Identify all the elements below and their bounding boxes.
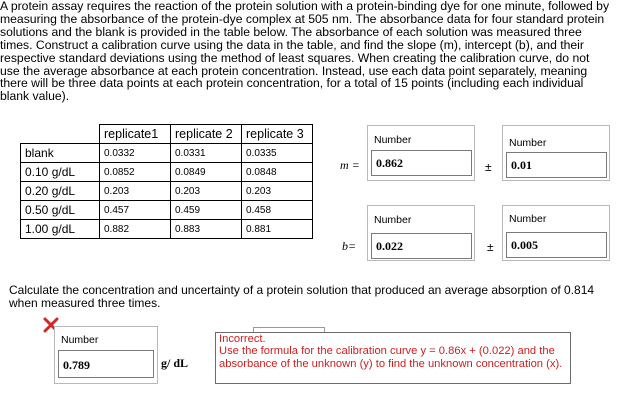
row-label: 0.20 g/dL (21, 182, 100, 201)
slope-input[interactable]: 0.862 (371, 150, 472, 176)
table-row (21, 220, 313, 239)
plus-minus-symbol: ± (485, 160, 492, 174)
row-label: 1.00 g/dL (21, 220, 100, 239)
row-label: 0.50 g/dL (21, 201, 100, 220)
number-caption: Number (509, 213, 547, 225)
table-cell: 0.0852 (100, 163, 171, 182)
table-cell: 0.883 (171, 220, 242, 239)
table-cell: 0.0849 (171, 163, 242, 182)
column-header: replicate 3 (242, 125, 313, 144)
table-cell: 0.459 (171, 201, 242, 220)
intercept-sd-answer-box (502, 205, 610, 261)
plus-minus-symbol: ± (487, 240, 494, 254)
intercept-label: b= (342, 239, 357, 253)
slope-answer-box (367, 125, 475, 181)
number-caption: Number (374, 214, 412, 226)
concentration-input[interactable]: 0.789 (58, 350, 154, 378)
number-caption: Number (61, 334, 99, 346)
table-row (21, 163, 313, 182)
row-label: blank (21, 144, 100, 163)
table-row (21, 144, 313, 163)
table-cell: 0.0331 (171, 144, 242, 163)
intercept-input[interactable]: 0.022 (371, 233, 472, 259)
column-header: replicate1 (100, 125, 171, 144)
slope-sd-answer-box (502, 125, 610, 181)
table-row (21, 201, 313, 220)
row-label: 0.10 g/dL (21, 163, 100, 182)
table-cell: 0.0332 (100, 144, 171, 163)
slope-label: m = (340, 158, 360, 172)
table-cell: 0.0335 (242, 144, 313, 163)
unit-label: g/ dL (161, 356, 189, 370)
table-cell: 0.203 (242, 182, 313, 201)
absorbance-data-table (20, 124, 313, 239)
table-cell: 0.203 (100, 182, 171, 201)
number-caption: Number (374, 134, 412, 146)
feedback-box (215, 332, 571, 384)
feedback-message: Use the formula for the calibration curve y = 0.86x + (0.022) and the absorbance of the unknown (y) to find the unknown concentration (x). (219, 345, 563, 370)
table-row (21, 182, 313, 201)
column-header: replicate 2 (171, 125, 242, 144)
table-cell: 0.881 (242, 220, 313, 239)
intercept-sd-input[interactable]: 0.005 (506, 232, 607, 258)
table-header-row (21, 125, 313, 144)
number-caption: Number (509, 137, 547, 149)
problem-statement: A protein assay requires the reaction of the protein solution with a protein-binding dye for one minute, followed by measuring the absorbance of the protein-dye complex at 505 nm. The absorbance data for four standard protein solutions and the blank is provided in the table below. The absorbance of each solution was measured three times. Construct a calibration curve using the data in the table, and find the slope (m), intercept (b), and their respective standard deviations using the method of least squares. When creating the calibration curve, do not use the average absorbance at each protein concentration. Instead, use each data point separately, meaning there will be three data points at each protein concentration, for a total of 15 points (including each individual blank value). (0, 0, 610, 104)
slope-sd-input[interactable]: 0.01 (506, 152, 607, 178)
concentration-question: Calculate the concentration and uncertainty of a protein solution that produced an average absorption of 0.814 when measured three times. (9, 283, 595, 310)
table-cell: 0.0848 (242, 163, 313, 182)
feedback-title: Incorrect. (219, 333, 266, 345)
concentration-answer-box (54, 326, 158, 384)
table-cell: 0.882 (100, 220, 171, 239)
table-cell: 0.203 (171, 182, 242, 201)
table-cell: 0.458 (242, 201, 313, 220)
table-cell: 0.457 (100, 201, 171, 220)
intercept-answer-box (367, 205, 475, 261)
table-corner-cell (21, 125, 100, 144)
